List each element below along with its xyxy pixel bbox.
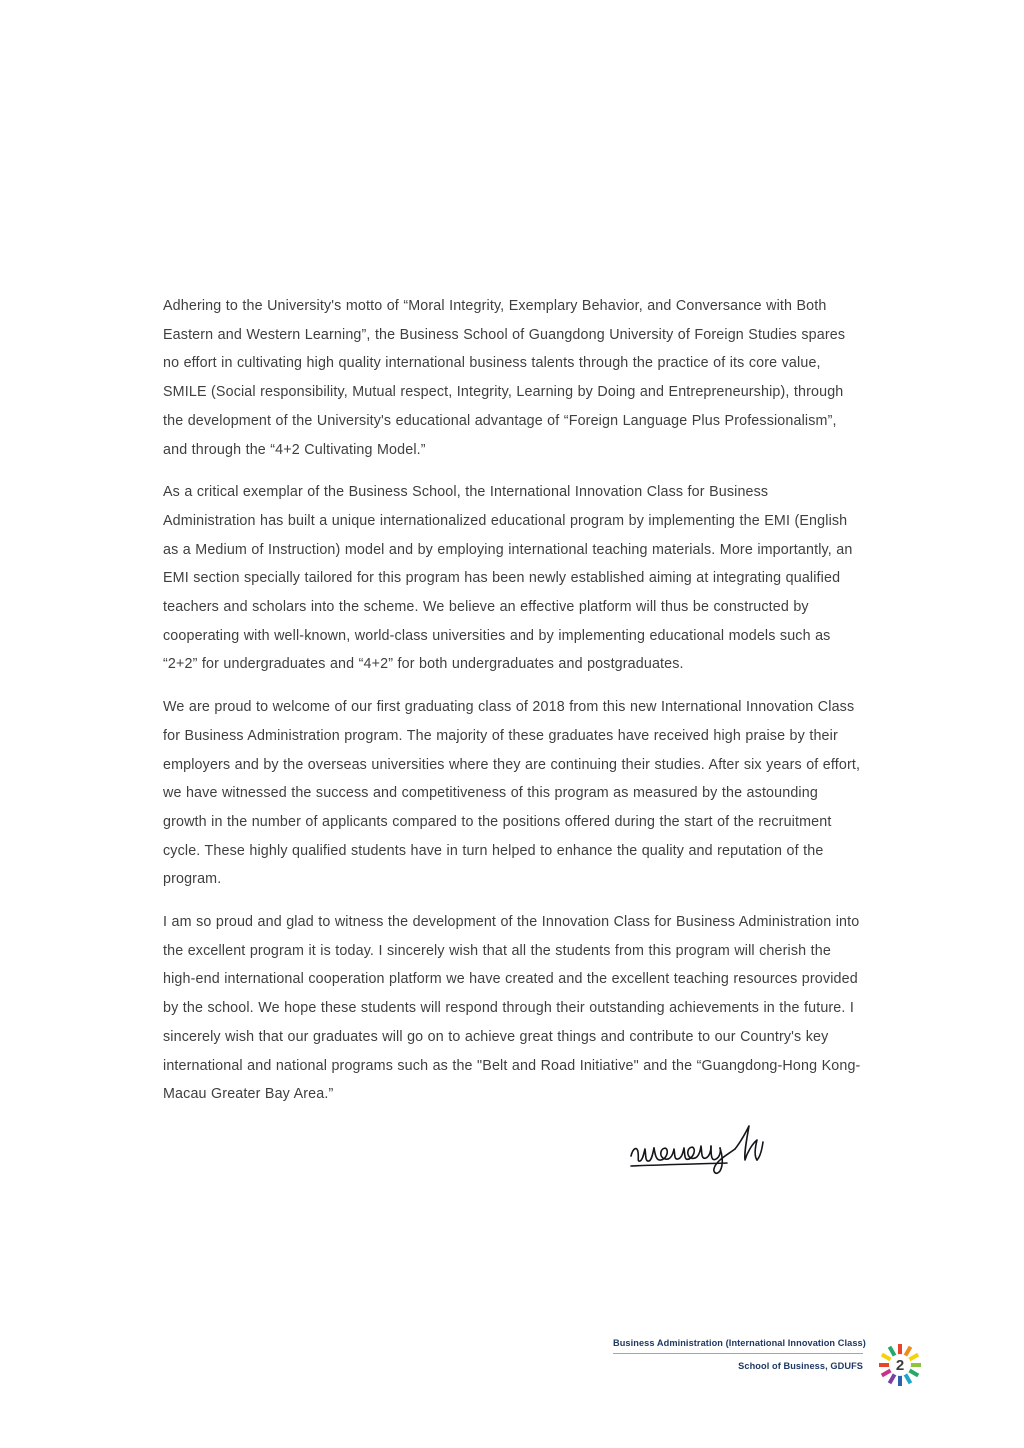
footer-text-block (613, 1336, 871, 1373)
paragraph-1: Adhering to the University's motto of “Moral Integrity, Exemplary Behavior, and Conversance with Both Eastern and Western Learning”, the Business School of Guangdong University of Foreign Studies spares no effort in cultivating high quality international business talents through the practice of its core value, SMILE (Social responsibility, Mutual respect, Integrity, Learning by Doing and Entrepreneurship), through the development of the University's educational advantage of “Foreign Language Plus Professionalism”, and through the “4+2 Cultivating Model.” (163, 298, 846, 458)
footer-program-name: Business Administration (International Innovation Class) (613, 1338, 866, 1348)
signature-block (163, 1108, 863, 1188)
footer-divider (613, 1353, 863, 1354)
footer-school-name: School of Business, GDUFS (738, 1361, 863, 1371)
letter-body (163, 292, 863, 1123)
paragraph-4: I am so proud and glad to witness the development of the Innovation Class for Business Administration into the excellent program it is today. I sincerely wish that all the students from this program will cherish the high-end international cooperation platform we have created and the excellent teaching resources provided by the school. We hope these students will respond through their outstanding achievements in the future. I sincerely wish that our graduates will go on to achieve great things and contribute to our Country's key international and national programs such as the "Belt and Road Initiative" and the “Guangdong-Hong Kong-Macau Greater Bay Area.” (163, 914, 861, 1103)
page-footer (0, 1336, 1024, 1416)
handwritten-signature-icon (623, 1116, 863, 1186)
page-number-badge (877, 1342, 923, 1388)
paragraph-3: We are proud to welcome of our first graduating class of 2018 from this new International Innovation Class for Business Administration program. The majority of these graduates have received high praise by their employers and by the overseas universities where they are continuing their studies. After six years of effort, we have witnessed the success and competitiveness of this program as measured by the astounding growth in the number of applicants compared to the positions offered during the start of the recruitment cycle. These highly qualified students have in turn helped to enhance the quality and reputation of the program. (163, 699, 861, 888)
paragraph-2: As a critical exemplar of the Business School, the International Innovation Class for Business Administration has built a unique internationalized educational program by implementing the EMI (English as a Medium of Instruction) model and by employing international teaching materials. More importantly, an EMI section specially tailored for this program has been newly established aiming at integrating qualified teachers and scholars into the scheme. We believe an effective platform will thus be constructed by cooperating with well-known, world-class universities and by implementing educational models such as “2+2” for undergraduates and “4+2” for both undergraduates and postgraduates. (163, 484, 853, 673)
page-number: 2 (895, 1356, 905, 1374)
